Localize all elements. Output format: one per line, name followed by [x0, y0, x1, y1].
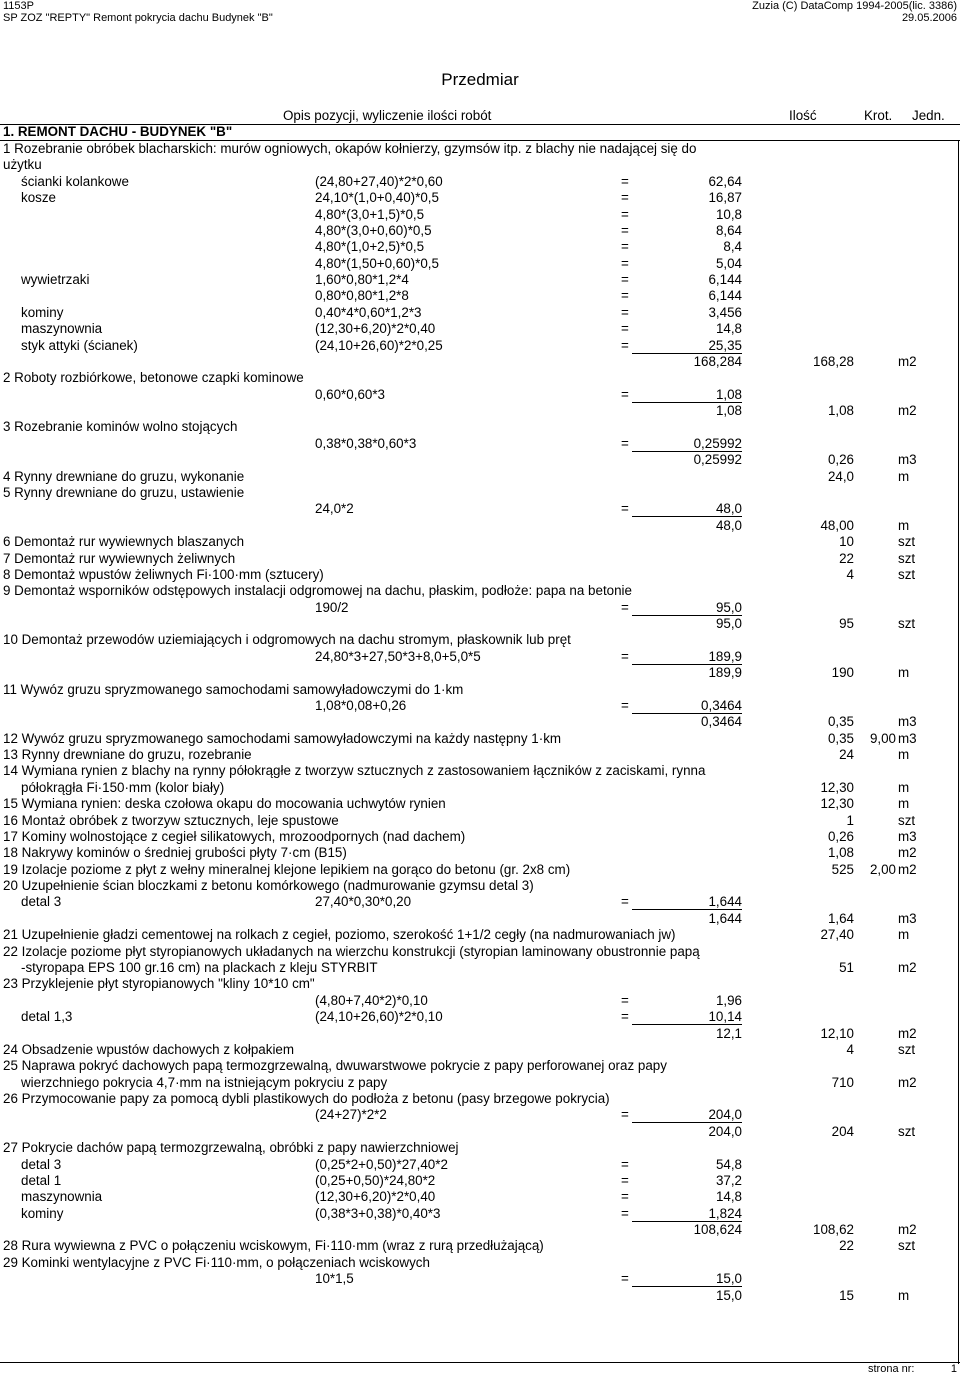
- item-row: [0, 944, 960, 960]
- footer-rule: [0, 1362, 960, 1363]
- calc-equals: =: [621, 222, 629, 238]
- calc-value: 1,08: [715, 386, 742, 402]
- calc-row: [0, 288, 960, 304]
- item-description: 26 Przymocowanie papy za pomocą dybli plastikowych do podłoża z betonu (pasy brzegowe pokrycia): [3, 1091, 610, 1107]
- calc-value: 14,8: [715, 1189, 742, 1205]
- calc-value: 1,824: [708, 1205, 742, 1221]
- calc-value: 204,0: [708, 1107, 742, 1123]
- calc-row: [0, 1206, 960, 1222]
- calc-label: detal 1,3: [21, 1009, 73, 1025]
- item-description: 10 Demontaż przewodów uziemiających i odgromowych na dachu stromym, płaskownik lub pręt: [3, 632, 571, 648]
- quantity-cell: 24,0: [827, 468, 854, 484]
- calc-formula: 10*1,5: [315, 1271, 354, 1287]
- calc-row: [0, 387, 960, 403]
- calc-formula: (12,30+6,20)*2*0,40: [315, 1189, 436, 1205]
- item-row: [0, 960, 960, 976]
- calc-row: [0, 207, 960, 223]
- unit-cell: m: [898, 779, 910, 795]
- quantity-cell: 0,26: [827, 452, 854, 468]
- calc-label: kominy: [21, 304, 64, 320]
- calc-value: 16,87: [708, 190, 742, 206]
- item-description: 15 Wymiana rynien: deska czołowa okapu do mocowania uchwytów rynien: [3, 796, 446, 812]
- total-row: [0, 1222, 960, 1238]
- item-description: 5 Rynny drewniane do gruzu, ustawienie: [3, 484, 245, 500]
- quantity-cell: 22: [839, 1238, 854, 1254]
- quantity-cell: 1,08: [827, 403, 854, 419]
- col-description: Opis pozycji, wyliczenie ilości robót: [283, 108, 492, 123]
- calc-label: maszynownia: [21, 1189, 103, 1205]
- calc-value: 3,456: [708, 304, 742, 320]
- item-description: półokrągła Fi·150·mm (kolor biały): [21, 779, 225, 795]
- unit-cell: m: [898, 468, 910, 484]
- calc-label: styk attyki (ścianek): [21, 337, 138, 353]
- software-credit: Zuzia (C) DataComp 1994-2005(lic. 3386): [752, 0, 957, 12]
- total-value: 168,284: [693, 353, 742, 369]
- calc-value: 8,4: [723, 239, 742, 255]
- calc-formula: 4,80*(3,0+0,60)*0,5: [315, 222, 432, 238]
- calc-formula: (24+27)*2*2: [315, 1107, 387, 1123]
- doc-date: 29.05.2006: [901, 12, 957, 24]
- calc-value: 1,96: [715, 992, 742, 1008]
- total-row: [0, 403, 960, 419]
- calc-row: [0, 239, 960, 255]
- calc-equals: =: [621, 337, 629, 353]
- calc-label: kominy: [21, 1205, 64, 1221]
- calc-equals: =: [621, 894, 629, 910]
- calc-formula: (24,80+27,40)*2*0,60: [315, 173, 443, 189]
- item-description: 29 Kominki wentylacyjne z PVC Fi·110·mm, o połączeniach wciskowych: [3, 1254, 430, 1270]
- quantity-cell: 525: [831, 861, 854, 877]
- calc-formula: 24,80*3+27,50*3+8,0+5,0*5: [315, 648, 481, 664]
- total-value: 1,644: [708, 910, 742, 926]
- calc-formula: 0,80*0,80*1,2*8: [315, 288, 409, 304]
- unit-cell: m2: [898, 1222, 917, 1238]
- calc-equals: =: [621, 206, 629, 222]
- unit-cell: szt: [898, 1238, 916, 1254]
- item-row: [0, 551, 960, 567]
- item-description: 13 Rynny drewniane do gruzu, rozebranie: [3, 747, 252, 763]
- item-row: [0, 1140, 960, 1156]
- calc-equals: =: [621, 599, 629, 615]
- unit-cell: m2: [898, 1025, 917, 1041]
- item-row: [0, 682, 960, 698]
- calc-equals: =: [621, 239, 629, 255]
- total-row: [0, 518, 960, 534]
- quantity-cell: 1,08: [827, 845, 854, 861]
- calc-formula: 0,38*0,38*0,60*3: [315, 435, 417, 451]
- calc-equals: =: [621, 321, 629, 337]
- calc-row: [0, 600, 960, 616]
- calc-value: 14,8: [715, 321, 742, 337]
- calc-row: [0, 698, 960, 714]
- item-description: 19 Izolacje poziome z płyt z wełny mineralnej klejone lepikiem na gorąco do betonu (gr. 2x8 cm): [3, 861, 571, 877]
- calc-equals: =: [621, 1009, 629, 1025]
- calc-row: [0, 894, 960, 910]
- item-row: [0, 829, 960, 845]
- doc-code: 1153P: [3, 0, 34, 12]
- calc-row: [0, 993, 960, 1009]
- total-value: 12,1: [715, 1025, 742, 1041]
- total-value: 0,3464: [701, 714, 742, 730]
- unit-cell: m3: [898, 828, 917, 844]
- calc-label: wywietrzaki: [21, 272, 90, 288]
- item-row: [0, 141, 960, 157]
- total-row: [0, 911, 960, 927]
- quantity-cell: 12,10: [820, 1025, 854, 1041]
- calc-equals: =: [621, 648, 629, 664]
- item-row: [0, 862, 960, 878]
- total-value: 108,624: [693, 1222, 742, 1238]
- quantity-cell: 12,30: [820, 779, 854, 795]
- quantity-cell: 12,30: [820, 796, 854, 812]
- calc-row: [0, 272, 960, 288]
- calc-label: kosze: [21, 190, 56, 206]
- unit-cell: szt: [898, 1123, 916, 1139]
- calc-row: [0, 1189, 960, 1205]
- calc-formula: (0,25*2+0,50)*27,40*2: [315, 1156, 448, 1172]
- total-value: 204,0: [708, 1123, 742, 1139]
- calc-value: 15,0: [715, 1271, 742, 1287]
- item-description: 16 Montaż obróbek z tworzyw sztucznych, leje spustowe: [3, 812, 339, 828]
- calc-row: [0, 436, 960, 452]
- calc-value: 189,9: [708, 648, 742, 664]
- item-row: [0, 534, 960, 550]
- quantity-cell: 51: [839, 960, 854, 975]
- item-description: 7 Demontaż rur wywiewnych żeliwnych: [3, 550, 236, 566]
- calc-formula: 1,60*0,80*1,2*4: [315, 272, 409, 288]
- item-row: [0, 583, 960, 599]
- calc-row: [0, 501, 960, 517]
- col-unit: Jedn.: [912, 108, 945, 123]
- calc-row: [0, 256, 960, 272]
- calc-equals: =: [621, 435, 629, 451]
- unit-cell: m: [898, 796, 910, 812]
- quantity-cell: 190: [831, 665, 854, 681]
- calc-label: detal 1: [21, 1172, 62, 1188]
- calc-formula: 4,80*(3,0+1,5)*0,5: [315, 206, 425, 222]
- page-label: strona nr:: [868, 1363, 915, 1375]
- quantity-cell: 0,35: [827, 730, 854, 746]
- calc-label: maszynownia: [21, 321, 103, 337]
- unit-cell: m: [898, 1287, 910, 1303]
- quantity-cell: 4: [846, 566, 854, 582]
- calc-value: 62,64: [708, 173, 742, 189]
- quantity-cell: 48,00: [820, 517, 854, 533]
- calc-formula: 4,80*(1,0+2,5)*0,5: [315, 239, 425, 255]
- total-row: [0, 1288, 960, 1304]
- unit-cell: m2: [898, 1074, 917, 1090]
- quantity-cell: 24: [839, 747, 854, 763]
- calc-value: 6,144: [708, 272, 742, 288]
- unit-cell: m2: [898, 845, 917, 861]
- calc-value: 48,0: [715, 501, 742, 517]
- calc-equals: =: [621, 1189, 629, 1205]
- total-value: 95,0: [715, 616, 742, 632]
- calc-row: [0, 1271, 960, 1287]
- quantity-cell: 4: [846, 1041, 854, 1057]
- calc-formula: (24,10+26,60)*2*0,25: [315, 337, 443, 353]
- item-description: 12 Wywóz gruzu spryzmowanego samochodami samowyładowczymi na każdy następny 1·km: [3, 730, 562, 746]
- col-multiplier: Krot.: [864, 108, 893, 123]
- item-description: 24 Obsadzenie wpustów dachowych z kołpakiem: [3, 1041, 295, 1057]
- item-description: 28 Rura wywiewna z PVC o połączeniu wciskowym, Fi·110·mm (wraz z rurą przedłużającą): [3, 1238, 544, 1254]
- unit-cell: szt: [898, 566, 916, 582]
- calc-value: 95,0: [715, 599, 742, 615]
- calc-equals: =: [621, 386, 629, 402]
- total-row: [0, 1124, 960, 1140]
- calc-value: 37,2: [715, 1172, 742, 1188]
- multiplier-cell: 2,00: [869, 861, 896, 877]
- total-value: 1,08: [715, 403, 742, 419]
- item-description: 4 Rynny drewniane do gruzu, wykonanie: [3, 468, 245, 484]
- calc-row: [0, 321, 960, 337]
- unit-cell: m: [898, 927, 910, 943]
- calc-row: [0, 305, 960, 321]
- total-value: 48,0: [715, 517, 742, 533]
- quantity-cell: 168,28: [813, 353, 854, 369]
- item-row: [0, 1058, 960, 1074]
- unit-cell: m3: [898, 452, 917, 468]
- calc-value: 0,3464: [701, 697, 742, 713]
- item-description: -styropapa EPS 100 gr.16 cm) na plackach z kleju STYRBIT: [21, 960, 378, 975]
- calc-equals: =: [621, 190, 629, 206]
- calc-value: 1,644: [708, 894, 742, 910]
- calc-formula: 24,10*(1,0+0,40)*0,5: [315, 190, 439, 206]
- unit-cell: m: [898, 747, 910, 763]
- calc-label: detal 3: [21, 894, 62, 910]
- calc-formula: 0,40*4*0,60*1,2*3: [315, 304, 422, 320]
- calc-formula: (24,10+26,60)*2*0,10: [315, 1009, 443, 1025]
- item-description: 8 Demontaż wpustów żeliwnych Fi·100·mm (sztucery): [3, 566, 324, 582]
- calc-equals: =: [621, 1271, 629, 1287]
- item-row: [0, 1255, 960, 1271]
- calc-equals: =: [621, 501, 629, 517]
- page-title: Przedmiar: [441, 70, 519, 89]
- item-description: 6 Demontaż rur wywiewnych blaszanych: [3, 534, 245, 550]
- quantity-cell: 0,35: [827, 714, 854, 730]
- unit-cell: szt: [898, 550, 916, 566]
- calc-value: 8,64: [715, 222, 742, 238]
- section-title: 1. REMONT DACHU - BUDYNEK "B": [3, 124, 233, 139]
- calc-label: detal 3: [21, 1156, 62, 1172]
- item-row: [0, 780, 960, 796]
- quantity-cell: 108,62: [813, 1222, 854, 1238]
- quantity-cell: 204: [831, 1123, 854, 1139]
- item-description: 3 Rozebranie kominów wolno stojących: [3, 419, 238, 435]
- calc-formula: (0,38*3+0,38)*0,40*3: [315, 1205, 441, 1221]
- calc-row: [0, 1107, 960, 1123]
- item-row: [0, 813, 960, 829]
- calc-value: 0,25992: [693, 435, 742, 451]
- quantity-cell: 710: [831, 1074, 854, 1090]
- quantity-cell: 22: [839, 550, 854, 566]
- col-quantity: Ilość: [789, 108, 817, 123]
- unit-cell: szt: [898, 534, 916, 550]
- unit-cell: m2: [898, 353, 917, 369]
- total-value: 0,25992: [693, 452, 742, 468]
- item-description: 2 Roboty rozbiórkowe, betonowe czapki kominowe: [3, 370, 304, 386]
- item-row: [0, 1238, 960, 1254]
- item-row: [0, 1042, 960, 1058]
- calc-equals: =: [621, 1156, 629, 1172]
- item-row: [0, 878, 960, 894]
- item-row: [0, 1091, 960, 1107]
- item-description: 9 Demontaż wsporników odstępowych instalacji odgromowej na dachu, płaskim, podłoże: papa na betonie: [3, 583, 632, 599]
- calc-equals: =: [621, 255, 629, 271]
- total-row: [0, 1026, 960, 1042]
- total-value: 15,0: [715, 1287, 742, 1303]
- item-description: 14 Wymiana rynien z blachy na rynny półokrągłe z tworzyw sztucznych z zastosowaniem łączników z zaciskami, rynna: [3, 763, 706, 779]
- calc-row: [0, 649, 960, 665]
- total-row: [0, 354, 960, 370]
- unit-cell: m2: [898, 403, 917, 419]
- quantity-cell: 1: [846, 812, 854, 828]
- item-row: [0, 469, 960, 485]
- quantity-cell: 15: [839, 1287, 854, 1303]
- calc-equals: =: [621, 288, 629, 304]
- calc-equals: =: [621, 272, 629, 288]
- item-row: [0, 845, 960, 861]
- calc-row: [0, 174, 960, 190]
- item-description: 22 Izolacje poziome płyt styropianowych układanych na wierzchu konstrukcji (styropian laminowany obustronnie papą: [3, 943, 700, 959]
- unit-cell: m2: [898, 960, 917, 975]
- item-row: [0, 485, 960, 501]
- total-row: [0, 616, 960, 632]
- unit-cell: m3: [898, 730, 917, 746]
- calc-formula: (0,25+0,50)*24,80*2: [315, 1172, 436, 1188]
- calc-row: [0, 1173, 960, 1189]
- calc-formula: (12,30+6,20)*2*0,40: [315, 321, 436, 337]
- unit-cell: szt: [898, 1041, 916, 1057]
- multiplier-cell: 9,00: [869, 730, 896, 746]
- calc-value: 25,35: [708, 337, 742, 353]
- total-row: [0, 665, 960, 681]
- unit-cell: szt: [898, 812, 916, 828]
- item-description: 20 Uzupełnienie ścian bloczkami z betonu komórkowego (nadmurowanie gzymsu detal 3): [3, 878, 534, 894]
- item-row: [0, 763, 960, 779]
- project-name: SP ZOZ "REPTY" Remont pokrycia dachu Budynek "B": [3, 12, 273, 24]
- item-row: [0, 370, 960, 386]
- calc-row: [0, 1157, 960, 1173]
- total-row: [0, 452, 960, 468]
- unit-cell: m: [898, 665, 910, 681]
- quantity-cell: 0,26: [827, 828, 854, 844]
- unit-cell: m2: [898, 861, 917, 877]
- total-row: [0, 714, 960, 730]
- calc-row: [0, 1009, 960, 1025]
- calc-equals: =: [621, 992, 629, 1008]
- item-row: [0, 1075, 960, 1091]
- calc-label: ścianki kolankowe: [21, 173, 129, 189]
- calc-equals: =: [621, 1172, 629, 1188]
- calc-equals: =: [621, 304, 629, 320]
- item-description: 23 Przyklejenie płyt styropianowych "kliny 10*10 cm": [3, 976, 315, 992]
- calc-value: 6,144: [708, 288, 742, 304]
- calc-value: 54,8: [715, 1156, 742, 1172]
- item-description: 11 Wywóz gruzu spryzmowanego samochodami samowyładowczymi do 1·km: [3, 681, 464, 697]
- item-description: 21 Uzupełnienie gładzi cementowej na rolkach z cegieł, poziomo, szerokość 1+1/2 cegły (na nadmurowaniach jw): [3, 927, 676, 943]
- quantity-cell: 1,64: [827, 910, 854, 926]
- item-row: [0, 796, 960, 812]
- item-row: [0, 419, 960, 435]
- unit-cell: m3: [898, 910, 917, 926]
- calc-row: [0, 223, 960, 239]
- item-description: 1 Rozebranie obróbek blacharskich: murów ogniowych, okapów kołnierzy, gzymsów itp. z blachy nie nadającej się do: [3, 141, 697, 156]
- calc-formula: 1,08*0,08+0,26: [315, 697, 407, 713]
- item-row: [0, 976, 960, 992]
- total-value: 189,9: [708, 665, 742, 681]
- item-description: użytku: [3, 157, 42, 173]
- calc-formula: 27,40*0,30*0,20: [315, 894, 412, 910]
- item-description: 18 Nakrywy kominów o średniej grubości płyty 7·cm (B15): [3, 845, 347, 861]
- unit-cell: m3: [898, 714, 917, 730]
- calc-value: 10,14: [708, 1009, 742, 1025]
- calc-value: 5,04: [715, 255, 742, 271]
- quantity-cell: 95: [839, 616, 854, 632]
- quantity-cell: 27,40: [820, 927, 854, 943]
- calc-row: [0, 338, 960, 354]
- calc-formula: 190/2: [315, 599, 349, 615]
- calc-equals: =: [621, 1107, 629, 1123]
- item-row: [0, 927, 960, 943]
- item-row: [0, 567, 960, 583]
- item-description: 17 Kominy wolnostojące z cegieł silikatowych, mrozoodpornych (nad dachem): [3, 828, 466, 844]
- item-description: 27 Pokrycie dachów papą termozgrzewalną, obróbki z papy nawierzchniowej: [3, 1140, 459, 1156]
- calc-equals: =: [621, 1205, 629, 1221]
- item-description: wierzchniego pokrycia 4,7·mm na istniejącym pokryciu z papy: [21, 1074, 388, 1090]
- unit-cell: m: [898, 517, 910, 533]
- calc-formula: 4,80*(1,50+0,60)*0,5: [315, 255, 439, 271]
- unit-cell: szt: [898, 616, 916, 632]
- calc-value: 10,8: [715, 206, 742, 222]
- item-description: 25 Naprawa pokryć dachowych papą termozgrzewalną, dwuwarstwowe pokrycie z papy perforowanej oraz papy: [3, 1058, 667, 1074]
- page-number: 1: [950, 1363, 957, 1375]
- calc-row: [0, 190, 960, 206]
- calc-equals: =: [621, 173, 629, 189]
- item-row: [0, 632, 960, 648]
- item-row: [0, 747, 960, 763]
- calc-formula: 24,0*2: [315, 501, 354, 517]
- calc-formula: 0,60*0,60*3: [315, 386, 385, 402]
- calc-formula: (4,80+7,40*2)*0,10: [315, 992, 428, 1008]
- calc-equals: =: [621, 697, 629, 713]
- item-row: [0, 157, 960, 173]
- quantity-cell: 10: [839, 534, 854, 550]
- item-row: [0, 731, 960, 747]
